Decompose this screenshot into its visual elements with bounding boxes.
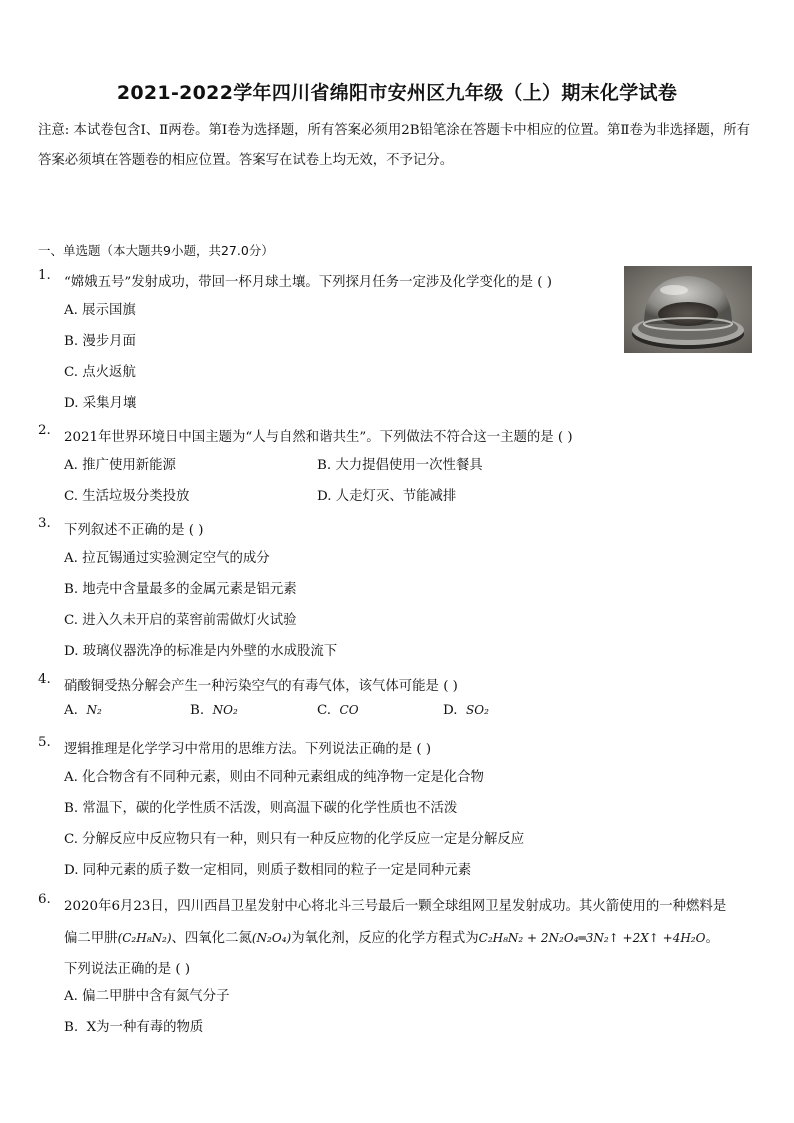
stem-text: 、四氧化二氮 xyxy=(171,930,252,946)
chemical-equation: C₂H₈N₂ + 2N₂O₄═3N₂↑ +2X↑ +4H₂O xyxy=(478,930,706,945)
stem-text: 。 xyxy=(705,930,719,946)
question-3 xyxy=(38,516,764,659)
formula: SO₂ xyxy=(466,703,489,717)
option-a: A. 偏二甲肼中含有氮气分子 xyxy=(64,989,230,1004)
option-b: B. 常温下，碳的化学性质不活泼，则高温下碳的化学性质也不活泼 xyxy=(64,801,458,816)
option-a: A. 拉瓦锡通过实验测定空气的成分 xyxy=(64,551,270,566)
question-stem: “嫦娥五号”发射成功，带回一杯月球土壤。下列探月任务一定涉及化学变化的是 ( ) xyxy=(64,275,552,290)
option-a: A. 化合物含有不同种元素，则由不同种元素组成的纯净物一定是化合物 xyxy=(64,770,484,785)
question-number: 2. xyxy=(38,423,51,438)
option-b-text: X为一种有毒的物质 xyxy=(86,1020,204,1035)
option-d xyxy=(443,703,489,718)
option-letter: D. xyxy=(443,703,458,718)
option-b: B. 大力提倡使用一次性餐具 xyxy=(317,458,483,473)
option-a: A. 展示国旗 xyxy=(64,303,136,318)
question-6 xyxy=(38,892,764,1035)
formula-oxidizer: (N₂O₄) xyxy=(251,930,292,945)
question-stem: 下列叙述不正确的是 ( ) xyxy=(64,523,204,538)
question-stem-line-1: 2020年6月23日，四川西昌卫星发射中心将北斗三号最后一颗全球组网卫星发射成功。其火箭使用的一种燃料是 xyxy=(64,899,727,914)
option-letter: B. xyxy=(190,703,205,718)
option-d: D. 同种元素的质子数一定相同，则质子数相同的粒子一定是同种元素 xyxy=(64,863,472,878)
formula-fuel: (C₂H₈N₂) xyxy=(117,930,172,945)
option-letter: B. xyxy=(64,1020,79,1035)
option-d: D. 玻璃仪器洗净的标准是内外壁的水成股流下 xyxy=(64,644,338,659)
moon-soil-sample-photo xyxy=(624,266,752,353)
stem-text: 偏二甲肼 xyxy=(64,930,118,946)
option-b xyxy=(64,1016,203,1035)
formula: NO₂ xyxy=(212,703,238,717)
question-2 xyxy=(38,423,764,504)
option-c: C. 点火返航 xyxy=(64,365,136,380)
question-stem-line-2 xyxy=(64,923,764,955)
notice: 注意: 本试卷包含Ⅰ、Ⅱ两卷。第Ⅰ卷为选择题，所有答案必须用2B铅笔涂在答题卡中相应的位置。第Ⅱ卷为非选择题，所有答案必须填在答题卷的相应位置。答案写在试卷上均无效，不予记分。 xyxy=(38,123,751,168)
question-number: 6. xyxy=(38,892,51,907)
section-heading: 一、单选题（本大题共9小题，共27.0分） xyxy=(38,243,274,258)
option-a xyxy=(64,703,102,718)
question-stem: 硝酸铜受热分解会产生一种污染空气的有毒气体，该气体可能是 ( ) xyxy=(64,679,458,694)
option-d: D. 人走灯灭、节能减排 xyxy=(317,489,457,504)
formula: N₂ xyxy=(86,703,102,717)
question-number: 3. xyxy=(38,516,51,531)
question-stem-line-3: 下列说法正确的是 ( ) xyxy=(64,961,191,977)
option-c: C. 进入久未开启的菜窖前需做灯火试验 xyxy=(64,613,297,628)
option-c: C. 分解反应中反应物只有一种，则只有一种反应物的化学反应一定是分解反应 xyxy=(64,832,525,847)
option-b: B. 地壳中含量最多的金属元素是铝元素 xyxy=(64,582,297,597)
question-5 xyxy=(38,735,764,878)
question-4 xyxy=(38,672,764,718)
stem-text: 为氧化剂，反应的化学方程式为 xyxy=(291,930,479,946)
option-c xyxy=(317,703,359,718)
moon-soil-photo-icon xyxy=(624,266,752,353)
page-title: 2021-2022学年四川省绵阳市安州区九年级（上）期末化学试卷 xyxy=(116,82,678,104)
question-stem: 逻辑推理是化学学习中常用的思维方法。下列说法正确的是 ( ) xyxy=(64,742,432,757)
question-number: 1. xyxy=(38,268,51,283)
option-a: A. 推广使用新能源 xyxy=(64,458,176,473)
option-b xyxy=(190,703,238,718)
question-number: 5. xyxy=(38,735,51,750)
option-b: B. 漫步月面 xyxy=(64,334,136,349)
formula: CO xyxy=(339,703,359,717)
option-letter: C. xyxy=(317,703,332,718)
question-number: 4. xyxy=(38,672,51,687)
option-c: C. 生活垃圾分类投放 xyxy=(64,489,190,504)
option-d: D. 采集月壤 xyxy=(64,396,137,411)
option-letter: A. xyxy=(64,703,78,718)
question-stem: 2021年世界环境日中国主题为“人与自然和谐共生”。下列做法不符合这一主题的是 ( ) xyxy=(64,430,573,445)
